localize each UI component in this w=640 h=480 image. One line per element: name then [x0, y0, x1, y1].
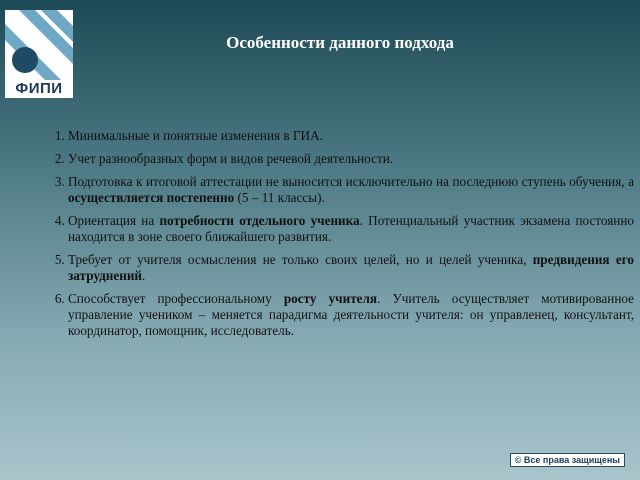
list-item-text: Учет разнообразных форм и видов речевой деятельности. [68, 151, 394, 166]
list-item-emphasis: росту учителя [283, 291, 378, 306]
copyright-badge: © Все права защищены [510, 453, 625, 467]
list-item-text: Подготовка к итоговой аттестации не выносится исключительно на последнюю ступень обучения, а [68, 174, 634, 189]
fipi-logo-emblem-icon [5, 10, 73, 82]
logo-text: ФИПИ [15, 80, 63, 97]
list-item-text: . Учитель осуществляет мотивированное управление учеником – меняется парадигма деятельности учителя: он управленец, консультант, координатор, помощник, исследователь. [68, 291, 634, 338]
list-item-text: Ориентация на [68, 213, 160, 228]
page-title: Особенности данного подхода [226, 33, 454, 52]
feature-list [40, 128, 634, 346]
list-item-emphasis: потребности отдельного ученика [159, 213, 360, 228]
list-item [68, 151, 634, 167]
list-item-text: Минимальные и понятные изменения в ГИА. [68, 128, 323, 143]
list-item [68, 174, 634, 206]
list-item [68, 252, 634, 284]
list-item [68, 213, 634, 245]
list-item-emphasis: осуществляется постепенно [68, 190, 235, 205]
list-item-text: . Потенциальный участник экзамена постоянно находится в зоне своего ближайшего развития. [68, 213, 634, 244]
list-item [68, 128, 634, 144]
list-item-text: Способствует профессиональному [68, 291, 284, 306]
fipi-logo [5, 10, 73, 98]
list-item-text: Требует от учителя осмысления не только своих целей, но и целей ученика, [68, 252, 533, 267]
list-item-text: . [142, 268, 146, 283]
list-item-text: (5 – 11 классы). [234, 190, 325, 205]
list-item [68, 291, 634, 339]
list-item-emphasis: предвидения его затруднений [68, 252, 634, 283]
